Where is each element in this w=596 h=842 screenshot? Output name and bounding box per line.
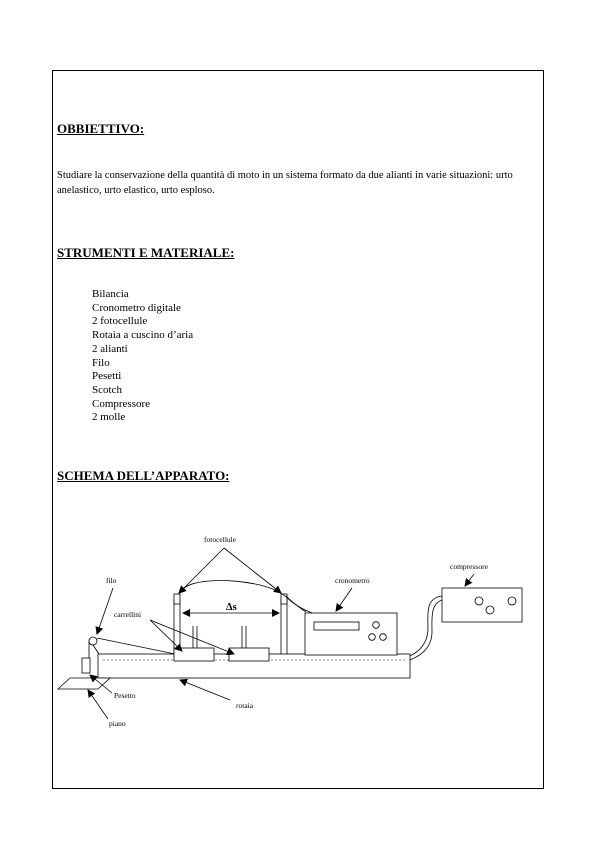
- objective-heading: OBBIETTIVO:: [57, 121, 145, 136]
- list-item: 2 fotocellule: [92, 315, 148, 328]
- label-rotaia: rotaia: [236, 701, 254, 710]
- plane: [58, 678, 110, 689]
- label-pesetto: Pesetto: [114, 691, 136, 700]
- objective-text: Studiare la conservazione della quantità di moto in un sistema formato da due alianti in varie situazioni: urto anelastico, urto elastico, urto esploso.: [57, 170, 513, 196]
- photogate-left: [174, 594, 180, 604]
- list-item: 2 molle: [92, 411, 126, 424]
- cart-2: [229, 648, 269, 661]
- label-carrellini: carrellini: [114, 610, 142, 619]
- label-cronometro: cronometro: [335, 576, 370, 585]
- list-item: Filo: [92, 356, 110, 369]
- list-item: Cronometro digitale: [92, 301, 181, 314]
- timer-display: [314, 622, 359, 630]
- label-delta-s: Δs: [226, 602, 237, 613]
- list-item: Rotaia a cuscino d’aria: [92, 329, 194, 342]
- list-item: Bilancia: [92, 288, 129, 300]
- materials-heading: STRUMENTI E MATERIALE:: [57, 245, 235, 260]
- label-piano: piano: [109, 719, 126, 728]
- list-item: Pesetti: [92, 370, 122, 383]
- weight: [82, 658, 90, 673]
- label-filo: filo: [106, 576, 117, 585]
- pulley: [89, 637, 97, 645]
- list-item: Compressore: [92, 397, 151, 410]
- cart-1: [174, 648, 214, 661]
- schema-heading: SCHEMA DELL’APPARATO:: [57, 468, 230, 483]
- label-fotocellule: fotocellule: [204, 535, 237, 544]
- list-item: Scotch: [92, 383, 122, 396]
- list-item: 2 alianti: [92, 342, 128, 355]
- label-compressore: compressore: [450, 562, 488, 571]
- compressor: [442, 588, 522, 622]
